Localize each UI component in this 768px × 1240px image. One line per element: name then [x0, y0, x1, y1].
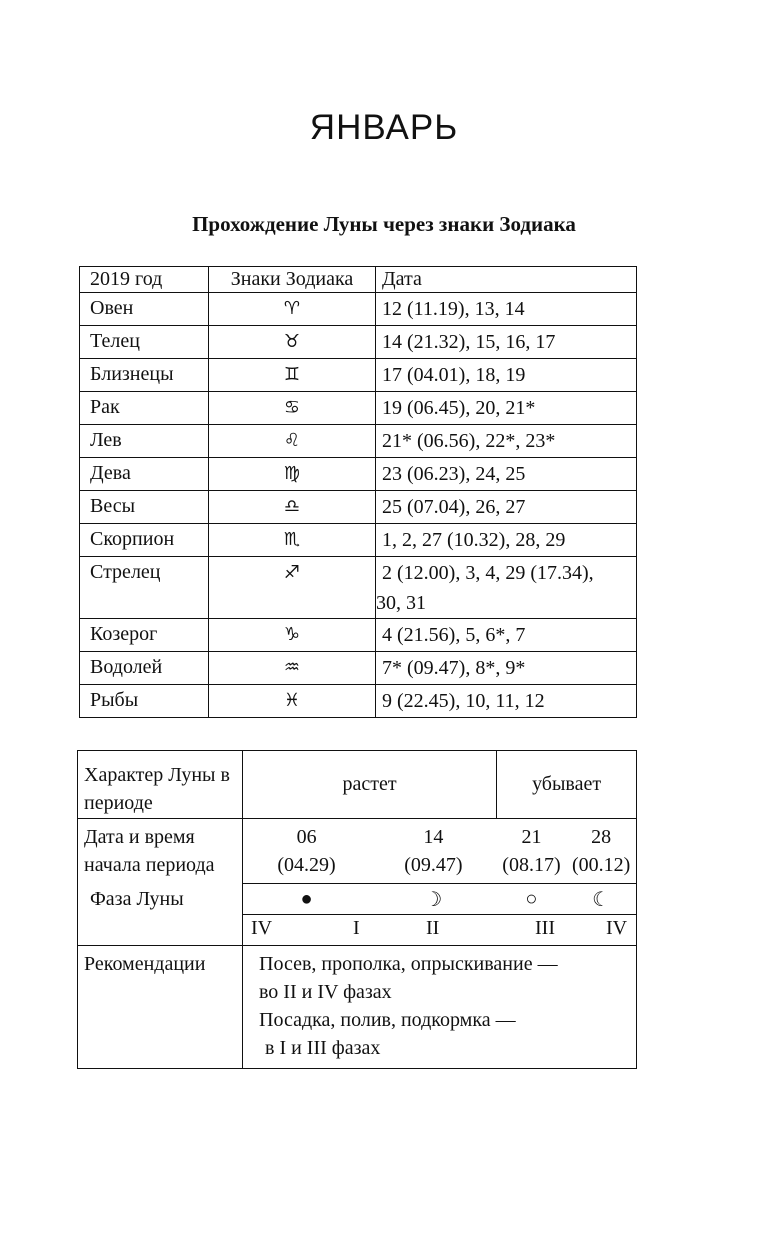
table-row [80, 392, 637, 425]
taurus-icon: ♉ [283, 331, 301, 352]
sign-name: Водолей [80, 652, 209, 685]
section-subtitle: Прохождение Луны через знаки Зодиака [192, 212, 576, 236]
date-value: 1, 2, 27 (10.32), 28, 29 [382, 529, 566, 551]
sagittarius-icon: ♐ [283, 562, 301, 583]
period-start [370, 819, 497, 884]
date-value: 25 (07.04), 26, 27 [382, 496, 526, 518]
quarter-labels [243, 915, 636, 943]
table-row [80, 326, 637, 359]
sign-name: Лев [80, 425, 209, 458]
sign-name: Дева [80, 458, 209, 491]
date-value: 2 (12.00), 3, 4, 29 (17.34), [382, 562, 594, 584]
recommendations-text [243, 946, 637, 1069]
sign-name: Скорпион [80, 524, 209, 557]
zodiac-table [79, 266, 637, 718]
last-quarter-moon-icon: ☾ [566, 884, 636, 915]
date-value-continued: 30, 31 [376, 592, 426, 614]
period-start [243, 819, 371, 884]
quarter-label: III [535, 917, 555, 939]
full-moon-icon: ○ [497, 884, 567, 915]
recommendations-row [78, 946, 637, 1069]
date-value: 14 (21.32), 15, 16, 17 [382, 331, 556, 353]
period-day: 21 [521, 826, 542, 848]
period-start [497, 819, 567, 884]
virgo-icon: ♍ [283, 463, 301, 484]
table-row [80, 458, 637, 491]
capricorn-icon: ♑ [283, 624, 301, 645]
period-start [566, 819, 636, 884]
quarter-label: I [353, 917, 360, 939]
moon-phase-label: Фаза Луны [90, 888, 184, 910]
header-date: Дата [376, 267, 637, 293]
leo-icon: ♌ [283, 430, 301, 451]
table-row [80, 685, 637, 718]
recommendation-line: в I и III фазах [265, 1037, 381, 1059]
sign-name: Козерог [80, 619, 209, 652]
period-day: 28 [591, 826, 612, 848]
date-time-label: Дата и время начала периода [84, 826, 215, 876]
quarter-label: IV [606, 917, 628, 939]
sign-name: Стрелец [80, 557, 209, 619]
date-value: 23 (06.23), 24, 25 [382, 463, 526, 485]
waning-label: убывает [497, 751, 637, 819]
table-row [80, 491, 637, 524]
waxing-label: растет [243, 751, 497, 819]
period-day: 06 [296, 826, 317, 848]
moon-dates-row [78, 819, 637, 884]
aquarius-icon: ♒ [283, 657, 301, 678]
moon-character-label: Характер Луны в периоде [78, 751, 243, 819]
date-value: 7* (09.47), 8*, 9* [382, 657, 526, 679]
sign-name: Рыбы [80, 685, 209, 718]
sign-name: Близнецы [80, 359, 209, 392]
header-signs: Знаки Зодиака [209, 267, 376, 293]
period-time: (04.29) [277, 854, 336, 876]
libra-icon: ♎ [283, 496, 301, 517]
quarter-label: IV [251, 917, 273, 939]
table-row [80, 619, 637, 652]
aries-icon: ♈ [283, 298, 301, 319]
recommendation-line: во II и IV фазах [259, 981, 392, 1003]
sign-name: Весы [80, 491, 209, 524]
page-title: ЯНВАРЬ [309, 108, 459, 147]
scorpio-icon: ♏ [283, 529, 301, 550]
first-quarter-moon-icon: ☽ [370, 884, 497, 915]
date-value: 9 (22.45), 10, 11, 12 [382, 690, 545, 712]
table-row [80, 293, 637, 326]
recommendations-label: Рекомендации [78, 946, 243, 1069]
date-value: 4 (21.56), 5, 6*, 7 [382, 624, 526, 646]
table-header-row [80, 267, 637, 293]
header-year: 2019 год [80, 267, 209, 293]
period-time: (00.12) [571, 854, 631, 876]
quarter-label: II [426, 917, 440, 939]
date-value: 12 (11.19), 13, 14 [382, 298, 525, 320]
period-day: 14 [423, 826, 444, 848]
table-row [80, 652, 637, 685]
date-value: 21* (06.56), 22*, 23* [382, 430, 556, 452]
date-value: 17 (04.01), 18, 19 [382, 364, 526, 386]
cancer-icon: ♋ [283, 397, 301, 418]
moon-character-row [78, 751, 637, 819]
table-row [80, 557, 637, 619]
table-row [80, 524, 637, 557]
gemini-icon: ♊ [283, 364, 301, 385]
sign-name: Рак [80, 392, 209, 425]
table-row [80, 359, 637, 392]
sign-name: Телец [80, 326, 209, 359]
pisces-icon: ♓ [283, 690, 301, 711]
table-row [80, 425, 637, 458]
period-time: (08.17) [502, 854, 561, 876]
date-value: 19 (06.45), 20, 21* [382, 397, 536, 419]
new-moon-icon: ● [243, 884, 371, 915]
sign-name: Овен [80, 293, 209, 326]
recommendation-line: Посев, прополка, опрыскивание — [259, 953, 558, 975]
recommendation-line: Посадка, полив, подкормка — [259, 1009, 516, 1031]
period-time: (09.47) [404, 854, 463, 876]
moon-table [77, 750, 637, 1069]
